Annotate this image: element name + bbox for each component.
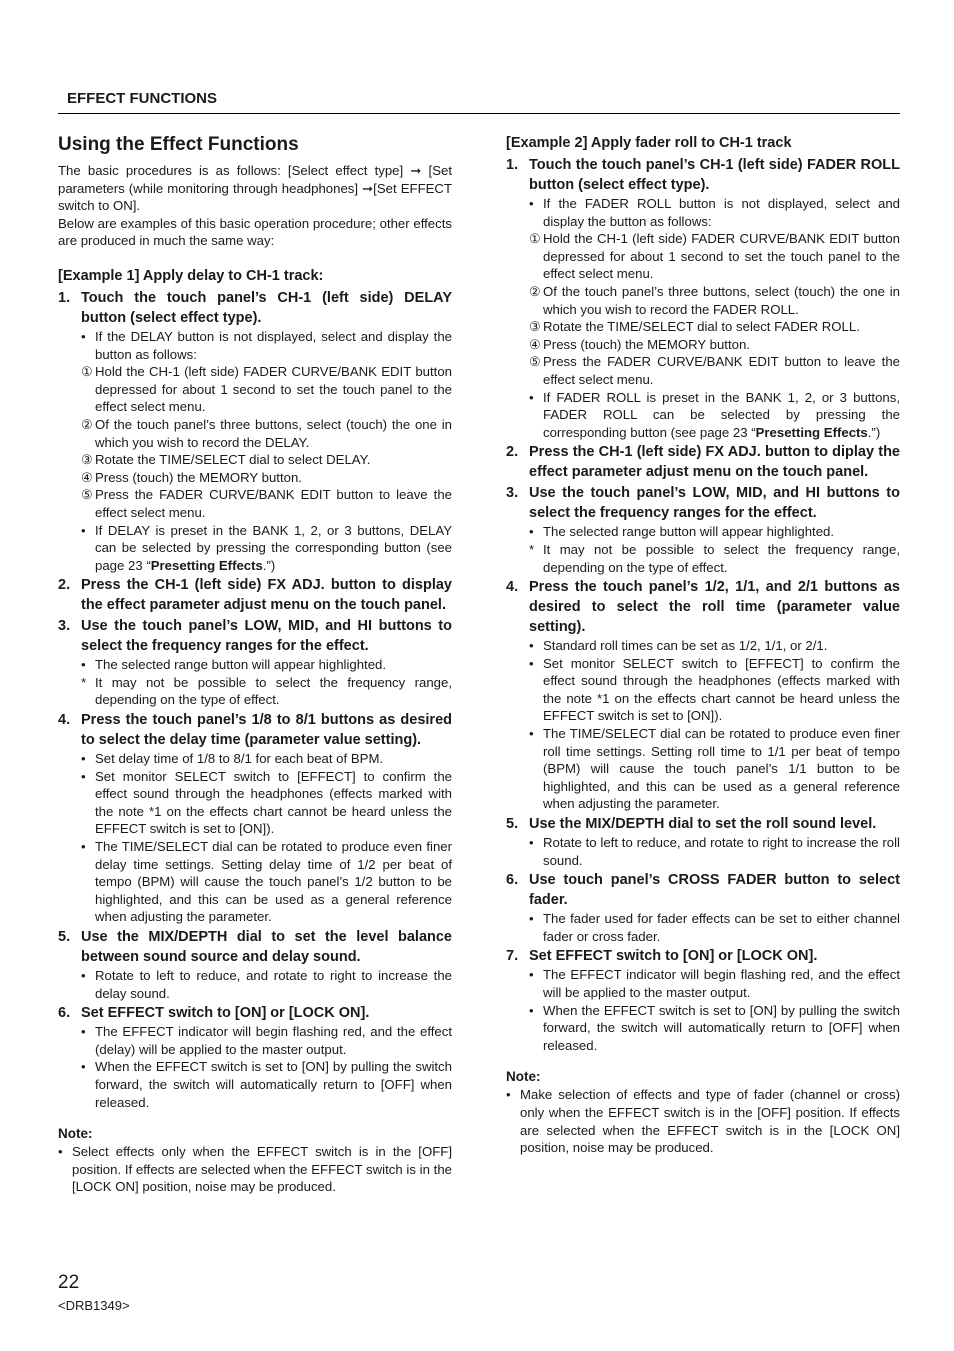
circled-1-icon: ① (81, 364, 93, 380)
circled-item: ② Of the touch panel’s three buttons, select (touch) the one in which you wish to record the FADER ROLL. (529, 283, 900, 317)
step-5-details (506, 834, 900, 869)
intro-paragraph-2: Below are examples of this basic operation procedure; other effects are produced in much the same way: (58, 215, 452, 249)
circled-item: ① Hold the CH-1 (left side) FADER CURVE/BANK EDIT button depressed for about 1 second to set the touch panel to the effect select menu. (529, 231, 900, 282)
bullet-item: • The EFFECT indicator will begin flashing red, and the effect will be applied to the master output. (529, 967, 900, 1000)
intro (58, 162, 452, 250)
asterisk-icon: * (529, 541, 535, 557)
circled-item: ③ Rotate the TIME/SELECT dial to select FADER ROLL. (529, 319, 860, 335)
right-column (506, 134, 900, 1157)
step-text: Touch the touch panel’s CH-1 (left side) DELAY button (select effect type). (81, 289, 452, 326)
step-6: 6. Use touch panel’s CROSS FADER button to select fader. (506, 872, 900, 909)
step-4: 4. Press the touch panel’s 1/2, 1/1, and 2/1 buttons as desired to select the roll time (parameter value setting). (506, 579, 900, 636)
step-3-details (506, 523, 900, 576)
bullet-item: • If DELAY is preset in the BANK 1, 2, or 3 buttons, DELAY can be selected by pressing the corresponding button (see page 23 “Presetting Effects.”) (81, 522, 452, 573)
bullet-icon: • (81, 751, 86, 767)
step-3: 3. Use the touch panel’s LOW, MID, and HI buttons to select the frequency ranges for the effect. (506, 485, 900, 522)
note-item: • Make selection of effects and type of fader (channel or cross) only when the EFFECT switch is in the [OFF] position. If effects are selected when the EFFECT switch is in the [LOCK ON] position, noise may be produced. (506, 1087, 900, 1156)
cross-reference: Presetting Effects (150, 557, 263, 573)
circled-item: ② Of the touch panel’s three buttons, select (touch) the one in which you wish to record the DELAY. (81, 416, 452, 450)
step-1: 1. Touch the touch panel’s CH-1 (left side) FADER ROLL button (select effect type). (506, 157, 900, 193)
bullet-icon: • (529, 1002, 534, 1018)
bullet-icon: • (81, 968, 86, 983)
bullet-item: • If the DELAY button is not displayed, select and display the button as follows: (81, 328, 452, 362)
note-item: • Select effects only when the EFFECT switch is in the [OFF] position. If effects are selected when the EFFECT switch is in the [LOCK ON] position, noise may be produced. (58, 1144, 452, 1195)
bullet-icon: • (529, 911, 534, 927)
bullet-icon: • (81, 1024, 86, 1040)
circled-2-icon: ② (81, 416, 93, 432)
intro-paragraph-1: The basic procedures is as follows: [Select effect type] ➞ [Set parameters (while monitoring through headphones] ➞[Set EFFECT switch to ON]. (58, 163, 452, 214)
cross-reference: Presetting Effects (755, 424, 868, 440)
step-5-details (58, 967, 452, 1002)
step-6-details (506, 910, 900, 945)
bullet-icon: • (81, 522, 86, 538)
bullet-item: • Set monitor SELECT switch to [EFFECT] to confirm the effect sound through the headphones (effects marked with the note *1 on the effects chart cannot be heard unless the EFFECT switch is set to [ON]). (81, 768, 452, 837)
bullet-item: • The TIME/SELECT dial can be rotated to produce even finer delay time settings. Setting delay time of 1/2 per beat of tempo (BPM) will cause the touch panel’s 1/2 button to be highlighted, and this can be used as a general reference when adjusting the parameter. (81, 839, 452, 925)
circled-item: ③ Rotate the TIME/SELECT dial to select DELAY. (81, 452, 371, 468)
step-4-details (506, 637, 900, 813)
note-title: Note: (58, 1126, 93, 1142)
circled-3-icon: ③ (529, 319, 541, 335)
bullet-icon: • (529, 638, 534, 654)
step-1-details (58, 328, 452, 574)
bullet-icon: • (529, 835, 534, 851)
step-7-details (506, 966, 900, 1054)
step-2: 2. Press the CH-1 (left side) FX ADJ. button to display the effect parameter adjust menu on the touch panel. (58, 577, 452, 614)
asterisk-icon: * (81, 674, 87, 690)
document-code: <DRB1349> (58, 1298, 130, 1313)
step-7: 7. Set EFFECT switch to [ON] or [LOCK ON]. (506, 948, 818, 965)
step-3-details (58, 656, 452, 709)
step-2: 2. Press the CH-1 (left side) FX ADJ. button to diplay the effect parameter adjust menu on the touch panel. (506, 444, 900, 481)
bullet-icon: • (58, 1144, 63, 1160)
example-2-title: [Example 2] Apply fader roll to CH-1 track (506, 135, 792, 151)
bullet-item: • If FADER ROLL is preset in the BANK 1, 2, or 3 buttons, FADER ROLL can be selected by pressing the corresponding button (see page 23 “Presetting Effects.”) (529, 389, 900, 440)
bullet-icon: • (81, 1059, 86, 1075)
circled-item: ⑤ Press the FADER CURVE/BANK EDIT button to leave the effect select menu. (529, 354, 900, 387)
step-1-details (506, 195, 900, 441)
step-6-details (58, 1023, 452, 1111)
section-title: Using the Effect Functions (58, 134, 299, 155)
circled-item: ⑤ Press the FADER CURVE/BANK EDIT button to leave the effect select menu. (81, 487, 452, 520)
bullet-item: • The fader used for fader effects can be set to either channel fader or cross fader. (529, 911, 900, 944)
example-1-title: [Example 1] Apply delay to CH-1 track: (58, 267, 324, 284)
step-3: 3. Use the touch panel’s LOW, MID, and HI buttons to select the frequency ranges for the effect. (58, 618, 452, 655)
circled-3-icon: ③ (81, 452, 93, 468)
circled-5-icon: ⑤ (529, 354, 541, 370)
bullet-icon: • (81, 839, 86, 855)
circled-5-icon: ⑤ (81, 487, 93, 503)
bullet-item: • Rotate to left to reduce, and rotate to right to increase the delay sound. (81, 968, 452, 1001)
section-header: EFFECT FUNCTIONS (67, 90, 217, 107)
step-4: 4. Press the touch panel’s 1/8 to 8/1 buttons as desired to select the delay time (parameter value setting). (58, 712, 452, 749)
bullet-item: • Set monitor SELECT switch to [EFFECT] to confirm the effect sound through the headphones (effects marked with the note *1 on the effects chart cannot be heard unless the EFFECT switch is set to [ON]). (529, 655, 900, 724)
bullet-item: • Standard roll times can be set as 1/2, 1/1, or 2/1. (529, 638, 828, 654)
bullet-item: • When the EFFECT switch is set to [ON] by pulling the switch forward, the switch will automatically return to [OFF] when released. (529, 1002, 900, 1053)
bullet-item: • The selected range button will appear highlighted. (529, 524, 835, 540)
step-4-details (58, 750, 452, 926)
circled-item: ④ Press (touch) the MEMORY button. (529, 336, 750, 352)
step-number: 1. (58, 289, 71, 306)
circled-4-icon: ④ (81, 469, 93, 485)
step-5: 5. Use the MIX/DEPTH dial to set the level balance between sound source and delay sound. (58, 929, 452, 965)
bullet-item: • The selected range button will appear highlighted. (81, 657, 387, 673)
bullet-icon: • (529, 967, 534, 983)
bullet-item: • If the FADER ROLL button is not displayed, select and display the button as follows: (529, 196, 900, 229)
circled-item: ④ Press (touch) the MEMORY button. (81, 469, 302, 485)
circled-4-icon: ④ (529, 336, 541, 352)
step-1 (58, 288, 452, 328)
bullet-item: • The TIME/SELECT dial can be rotated to produce even finer roll time settings. Setting roll time to 1/1 per beat of tempo (BPM) will cause the touch panel’s 1/1 button to be highlighted, and this can be used as a general reference when adjusting the parameter. (529, 726, 900, 812)
header-divider (58, 113, 900, 114)
page-number: 22 (58, 1272, 80, 1293)
circled-2-icon: ② (529, 283, 541, 299)
left-column (58, 134, 452, 1196)
bullet-icon: • (529, 196, 534, 211)
bullet-icon: • (506, 1087, 511, 1103)
bullet-item: • Set delay time of 1/8 to 8/1 for each beat of BPM. (81, 751, 384, 767)
circled-item: ① Hold the CH-1 (left side) FADER CURVE/BANK EDIT button depressed for about 1 second to set the touch panel to the effect select menu. (81, 364, 452, 415)
bullet-item: • Rotate to left to reduce, and rotate to right to increase the roll sound. (529, 835, 900, 868)
circled-1-icon: ① (529, 231, 541, 247)
asterisk-item: * It may not be possible to select the frequency range, depending on the type of effect. (81, 674, 452, 708)
asterisk-item: * It may not be possible to select the frequency range, depending on the type of effect. (529, 541, 900, 575)
bullet-icon: • (529, 655, 534, 671)
step-5: 5. Use the MIX/DEPTH dial to set the roll sound level. (506, 816, 877, 833)
bullet-item: • When the EFFECT switch is set to [ON] by pulling the switch forward, the switch will automatically return to [OFF] when released. (81, 1059, 452, 1110)
bullet-item: • The EFFECT indicator will begin flashing red, and the effect (delay) will be applied to the master output. (81, 1024, 452, 1057)
bullet-icon: • (81, 768, 86, 784)
step-6: 6. Set EFFECT switch to [ON] or [LOCK ON]. (58, 1005, 370, 1022)
bullet-icon: • (81, 657, 86, 673)
bullet-icon: • (529, 726, 534, 742)
bullet-icon: • (529, 389, 534, 405)
note-title: Note: (506, 1069, 541, 1085)
bullet-icon: • (529, 524, 534, 540)
bullet-icon: • (81, 328, 86, 344)
